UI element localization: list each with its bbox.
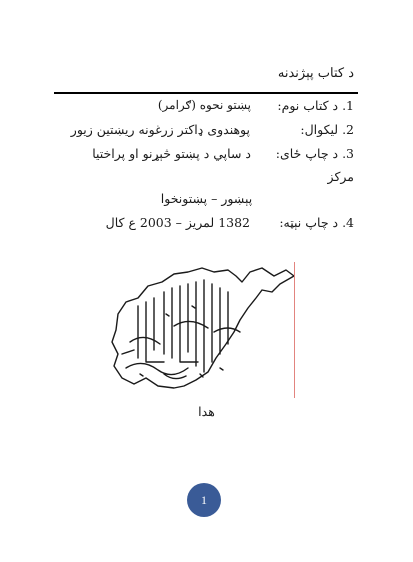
info-label: 2. ليکوال: xyxy=(300,122,354,137)
info-value: 1382 لمريز – 2003 ع کال xyxy=(105,215,250,230)
info-value: پوهندوی ډاکتر زرغونه ريښتين زيور xyxy=(70,122,250,137)
figure-caption: هدا xyxy=(198,404,215,419)
calligraphy-strokes xyxy=(138,280,228,372)
heading-rule xyxy=(54,92,358,94)
info-value-location: پېښور – پښتونخوا xyxy=(160,191,253,206)
map-calligraphy-image xyxy=(104,262,300,402)
info-row-author xyxy=(54,122,354,142)
info-value: پښتو نحوه (ګرامر) xyxy=(157,98,251,112)
info-label: 4. د چاپ نېټه: xyxy=(279,215,354,230)
info-label: 1. د کتاب نوم: xyxy=(277,98,354,113)
info-label: 3. د چاپ ځای: xyxy=(275,146,354,161)
info-value: د ساپي د پښتو څېړنو او پراختيا xyxy=(92,146,251,161)
info-row-book-name xyxy=(54,98,354,118)
info-row-publish-date xyxy=(54,215,354,235)
afghanistan-map-calligraphy-illustration xyxy=(104,262,300,402)
info-value-continuation: مرکز xyxy=(327,169,354,184)
map-outline xyxy=(112,268,294,388)
page-number-badge: 1 xyxy=(187,483,221,517)
margin-line xyxy=(294,262,295,398)
section-heading: د کتاب پېژندنه xyxy=(277,66,354,81)
info-row-publish-place xyxy=(54,146,354,166)
